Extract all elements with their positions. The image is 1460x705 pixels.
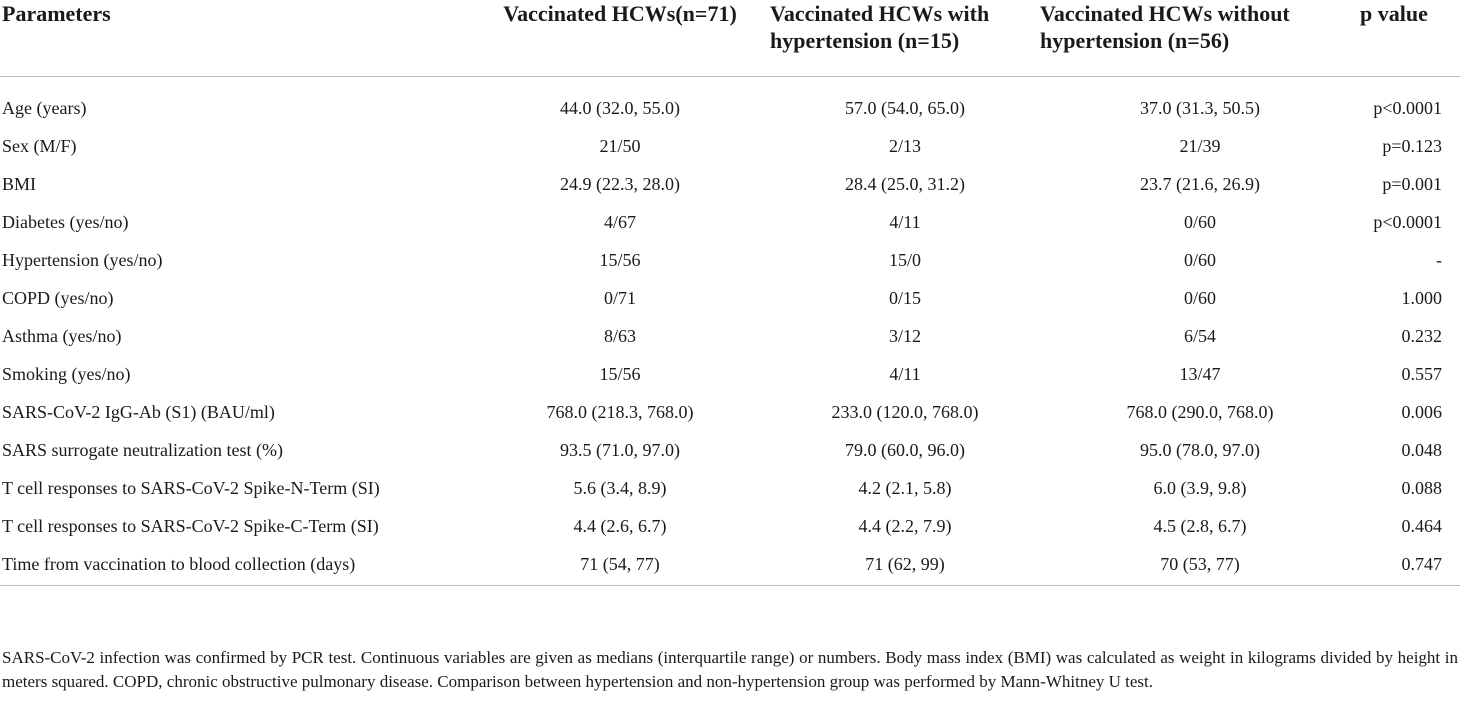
cell-p-value: 0.088 [1401, 478, 1442, 498]
cell-all: 4.4 (2.6, 6.7) [573, 516, 667, 536]
cell-hypertension: 4/11 [889, 364, 921, 384]
cell-no-hypertension: 23.7 (21.6, 26.9) [1140, 174, 1260, 194]
table-row [0, 545, 1460, 586]
table-row [0, 431, 1460, 469]
cell-parameter: SARS-CoV-2 IgG-Ab (S1) (BAU/ml) [2, 402, 275, 422]
header-p-value: p value [1360, 0, 1460, 77]
cell-p-value: p<0.0001 [1373, 98, 1442, 118]
cell-parameter: COPD (yes/no) [2, 288, 114, 308]
table-row [0, 165, 1460, 203]
cell-hypertension: 4.2 (2.1, 5.8) [858, 478, 952, 498]
cell-hypertension: 79.0 (60.0, 96.0) [845, 440, 965, 460]
cell-hypertension: 71 (62, 99) [770, 545, 1040, 586]
cell-all: 44.0 (32.0, 55.0) [560, 98, 680, 118]
cell-p-value: 0.048 [1401, 440, 1442, 460]
cell-all: 5.6 (3.4, 8.9) [573, 478, 667, 498]
cell-parameter: Hypertension (yes/no) [2, 250, 163, 270]
table-row [0, 393, 1460, 431]
table-row [0, 241, 1460, 279]
cell-no-hypertension: 37.0 (31.3, 50.5) [1140, 98, 1260, 118]
cell-all: 0/71 [603, 288, 636, 308]
cell-no-hypertension: 21/39 [1179, 136, 1221, 156]
cell-p-value: 0.464 [1401, 516, 1442, 536]
cell-parameter: SARS surrogate neutralization test (%) [2, 440, 283, 460]
cell-all: 4/67 [603, 212, 636, 232]
cell-parameter: Smoking (yes/no) [2, 364, 131, 384]
cell-p-value: 0.557 [1401, 364, 1442, 384]
cell-no-hypertension: 6.0 (3.9, 9.8) [1153, 478, 1247, 498]
table-row [0, 127, 1460, 165]
cell-no-hypertension: 70 (53, 77) [1040, 545, 1360, 586]
table-row [0, 507, 1460, 545]
cell-all: 71 (54, 77) [470, 545, 770, 586]
cell-all: 15/56 [599, 364, 641, 384]
table-row [0, 203, 1460, 241]
table-row [0, 77, 1460, 128]
cell-no-hypertension: 95.0 (78.0, 97.0) [1140, 440, 1260, 460]
cell-all: 24.9 (22.3, 28.0) [560, 174, 680, 194]
cell-p-value: p=0.001 [1382, 174, 1442, 194]
cell-hypertension: 2/13 [888, 136, 921, 156]
header-vaccinated-no-hypertension: Vaccinated HCWs without hypertension (n=56) [1040, 0, 1360, 77]
table-row [0, 355, 1460, 393]
table-row [0, 279, 1460, 317]
cell-no-hypertension: 6/54 [1183, 326, 1216, 346]
cell-p-value: 1.000 [1401, 288, 1442, 308]
cell-no-hypertension: 4.5 (2.8, 6.7) [1153, 516, 1247, 536]
header-vaccinated-all: Vaccinated HCWs(n=71) [470, 0, 770, 77]
table-header [0, 0, 1460, 77]
cell-p-value: - [1436, 250, 1442, 270]
cell-hypertension: 57.0 (54.0, 65.0) [845, 98, 965, 118]
header-vaccinated-hypertension: Vaccinated HCWs with hypertension (n=15) [770, 0, 1040, 77]
table-row [0, 469, 1460, 507]
table-row [0, 317, 1460, 355]
cell-parameter: Sex (M/F) [2, 136, 77, 156]
cell-parameter: T cell responses to SARS-CoV-2 Spike-C-Term (SI) [2, 516, 379, 536]
cell-parameter: T cell responses to SARS-CoV-2 Spike-N-Term (SI) [2, 478, 380, 498]
header-parameters: Parameters [0, 0, 470, 77]
cell-hypertension: 0/15 [888, 288, 921, 308]
cell-hypertension: 4/11 [889, 212, 921, 232]
cell-all: 15/56 [599, 250, 641, 270]
cell-all: 8/63 [603, 326, 636, 346]
cell-hypertension: 4.4 (2.2, 7.9) [858, 516, 952, 536]
cell-parameter: Diabetes (yes/no) [2, 212, 129, 232]
cell-hypertension: 233.0 (120.0, 768.0) [831, 402, 979, 422]
cell-no-hypertension: 768.0 (290.0, 768.0) [1126, 402, 1274, 422]
cell-hypertension: 28.4 (25.0, 31.2) [845, 174, 965, 194]
cell-parameter: BMI [2, 174, 37, 194]
cell-parameter: Asthma (yes/no) [2, 326, 122, 346]
cell-all: 93.5 (71.0, 97.0) [560, 440, 680, 460]
cell-no-hypertension: 0/60 [1183, 250, 1216, 270]
cell-p-value: p=0.123 [1382, 136, 1442, 156]
cell-p-value: p<0.0001 [1373, 212, 1442, 232]
cell-no-hypertension: 13/47 [1179, 364, 1221, 384]
cell-p-value: 0.747 [1360, 545, 1460, 586]
cell-p-value: 0.006 [1401, 402, 1442, 422]
table-footnote: SARS-CoV-2 infection was confirmed by PCR test. Continuous variables are given as medians (interquartile range) or numbers. Body mass index (BMI) was calculated as weight in kilograms divided by height in meters squared. COPD, chronic obstructive pulmonary disease. Comparison between hypertension and non-hypertension group was performed by Mann-Whitney U test. [2, 648, 1458, 691]
cell-parameter: Age (years) [2, 98, 87, 118]
cell-no-hypertension: 0/60 [1183, 212, 1216, 232]
header-row [0, 0, 1460, 77]
table-body [0, 77, 1460, 586]
cell-hypertension: 3/12 [888, 326, 921, 346]
cell-all: 768.0 (218.3, 768.0) [546, 402, 694, 422]
cell-all: 21/50 [599, 136, 641, 156]
cell-hypertension: 15/0 [888, 250, 921, 270]
cell-p-value: 0.232 [1401, 326, 1442, 346]
cell-parameter: Time from vaccination to blood collection (days) [0, 545, 470, 586]
cell-no-hypertension: 0/60 [1183, 288, 1216, 308]
